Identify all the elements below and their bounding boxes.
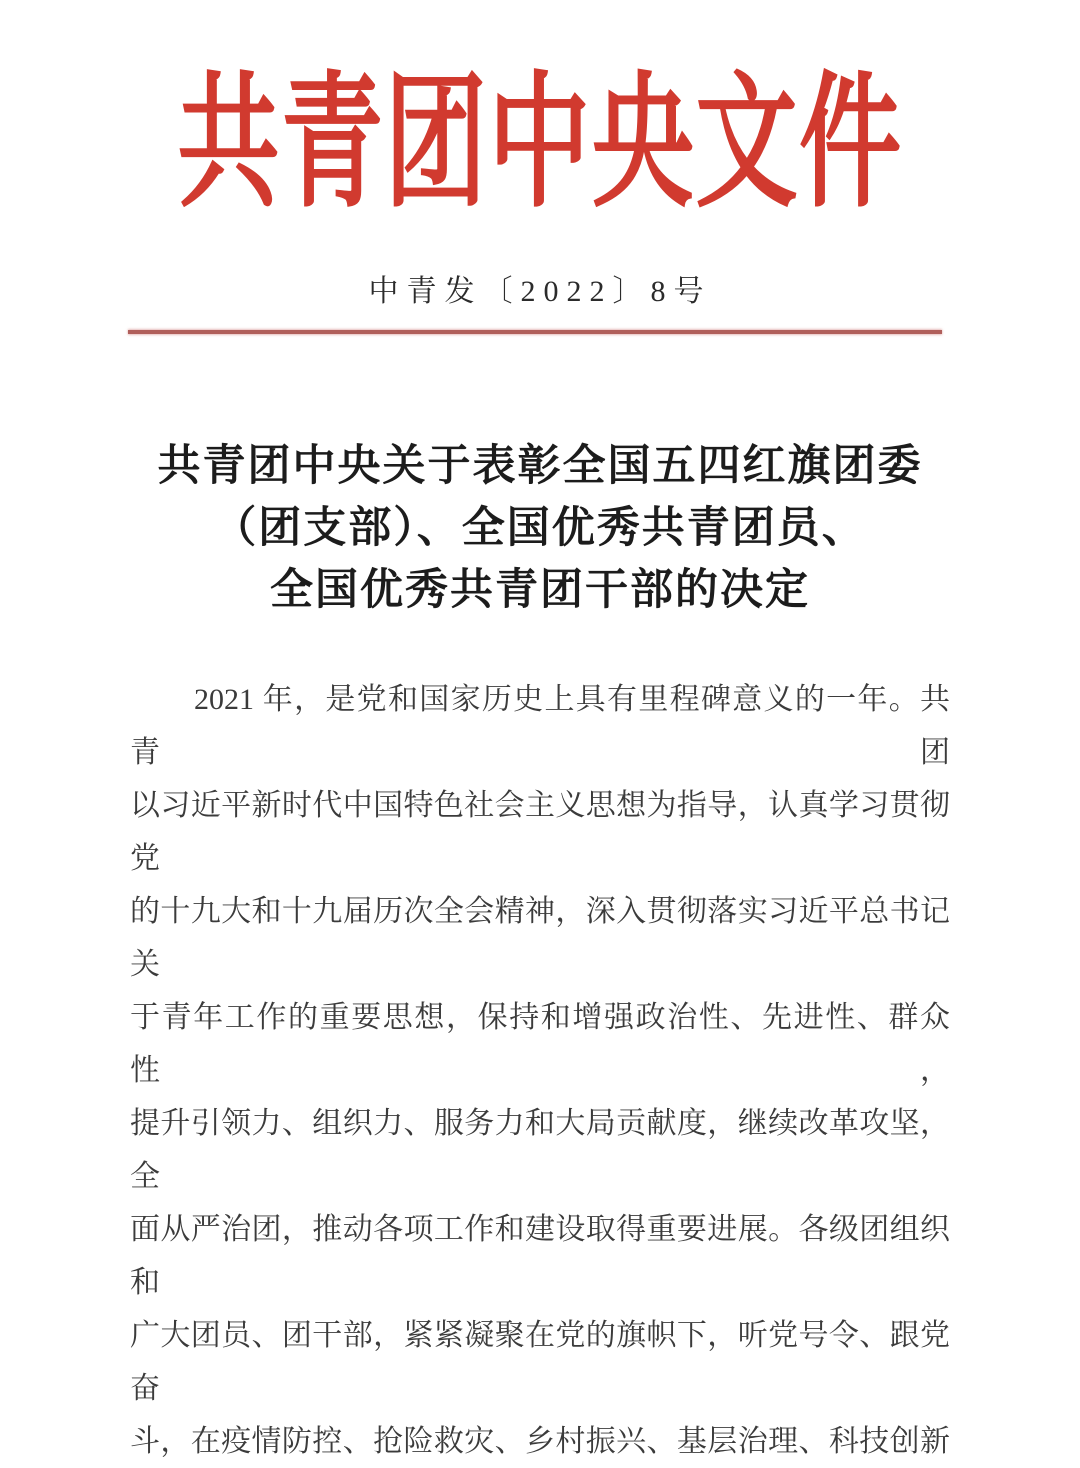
document-title-line-1: 共青团中央关于表彰全国五四红旗团委: [157, 443, 923, 490]
body-line-8: 斗，在疫情防控、抢险救灾、乡村振兴、基层治理、科技创新: [130, 1425, 950, 1458]
body-line-5: 提升引领力、组织力、服务力和大局贡献度，继续改革攻坚，全: [130, 1107, 950, 1193]
document-title-line-2: （团支部）、全国优秀共青团员、: [213, 505, 867, 552]
body-line-3: 的十九大和十九届历次全会精神，深入贯彻落实习近平总书记关: [130, 895, 950, 981]
document-body: [130, 673, 950, 1468]
red-divider-line: [128, 330, 942, 334]
body-line-7: 广大团员、团干部，紧紧凝聚在党的旗帜下，听党号令、跟党奋: [130, 1319, 950, 1405]
document-title: [0, 436, 1080, 622]
body-line-4: 于青年工作的重要思想，保持和增强政治性、先进性、群众性，: [130, 1001, 950, 1087]
letterhead-title: 共青团中央文件: [177, 63, 903, 225]
body-line-2: 以习近平新时代中国特色社会主义思想为指导，认真学习贯彻党: [130, 789, 950, 875]
document-title-line-3: 全国优秀共青团干部的决定: [270, 567, 810, 614]
body-line-1: 2021 年，是党和国家历史上具有里程碑意义的一年。共青团: [130, 683, 950, 769]
body-line-6: 面从严治团，推动各项工作和建设取得重要进展。各级团组织和: [130, 1213, 950, 1299]
document-number: 中青发〔2022〕8号: [368, 275, 712, 308]
